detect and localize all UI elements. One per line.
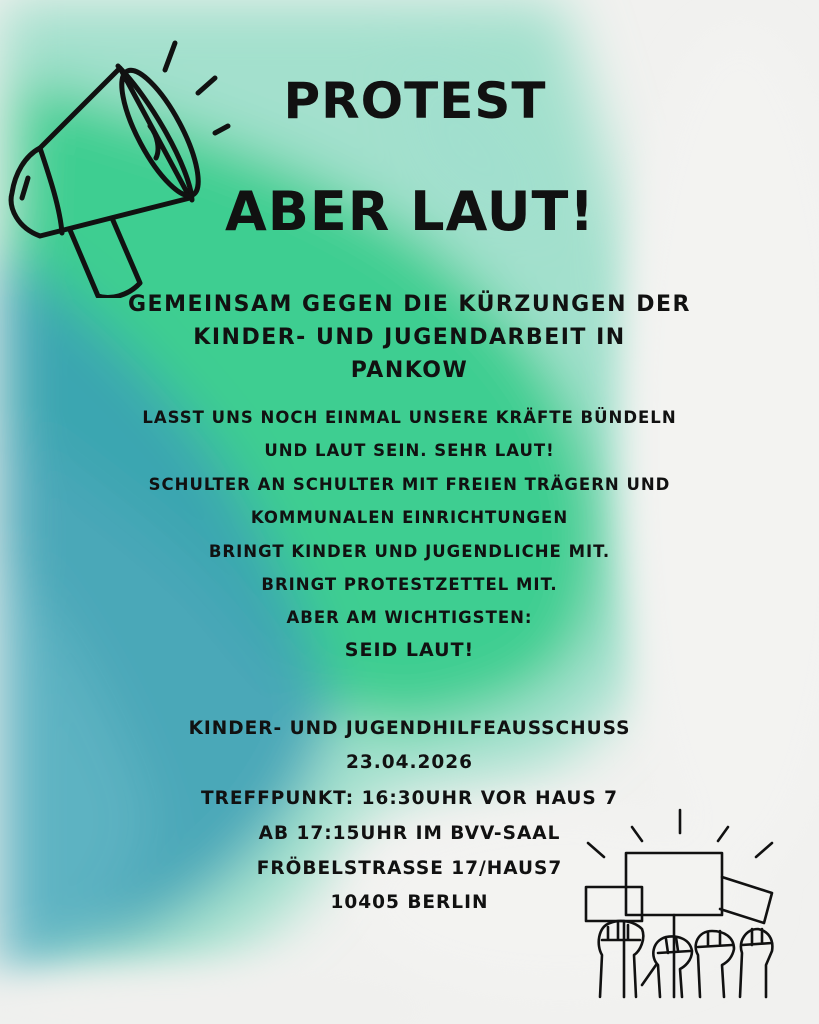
info-line: 10405 BERLIN [330, 892, 489, 913]
info-line: FRÖBELSTRASSE 17/HAUS7 [256, 858, 563, 879]
body-line: BRINGT KINDER UND JUGENDLICHE MIT. [208, 542, 611, 561]
body-line: SCHULTER AN SCHULTER MIT FREIEN TRÄGERN UND [148, 475, 671, 494]
info-line: 23.04.2026 [345, 752, 474, 773]
subtitle-line-2: KINDER- UND JUGENDARBEIT IN [193, 325, 626, 350]
info-line: TREFFPUNKT: 16:30UHR VOR HAUS 7 [201, 788, 618, 809]
title-line-1: PROTEST [283, 72, 547, 130]
body-line: ABER AM WICHTIGSTEN: [286, 608, 533, 627]
body-line: BRINGT PROTESTZETTEL MIT. [261, 575, 558, 594]
info-line: KINDER- UND JUGENDHILFEAUSSCHUSS [188, 718, 631, 739]
info-line: AB 17:15UHR IM BVV-SAAL [258, 823, 561, 844]
body-line: UND LAUT SEIN. SEHR LAUT! [264, 441, 555, 460]
subtitle-line-1: GEMEINSAM GEGEN DIE KÜRZUNGEN DER [128, 292, 691, 317]
body-callout: SEID LAUT! [344, 639, 475, 661]
body-line: LASST UNS NOCH EINMAL UNSERE KRÄFTE BÜNDELN [142, 408, 677, 427]
body-line: KOMMUNALEN EINRICHTUNGEN [250, 508, 569, 527]
title-line-2: ABER LAUT! [224, 180, 596, 243]
protest-signs-icon [580, 805, 780, 1005]
subtitle-line-3: PANKOW [350, 358, 469, 383]
